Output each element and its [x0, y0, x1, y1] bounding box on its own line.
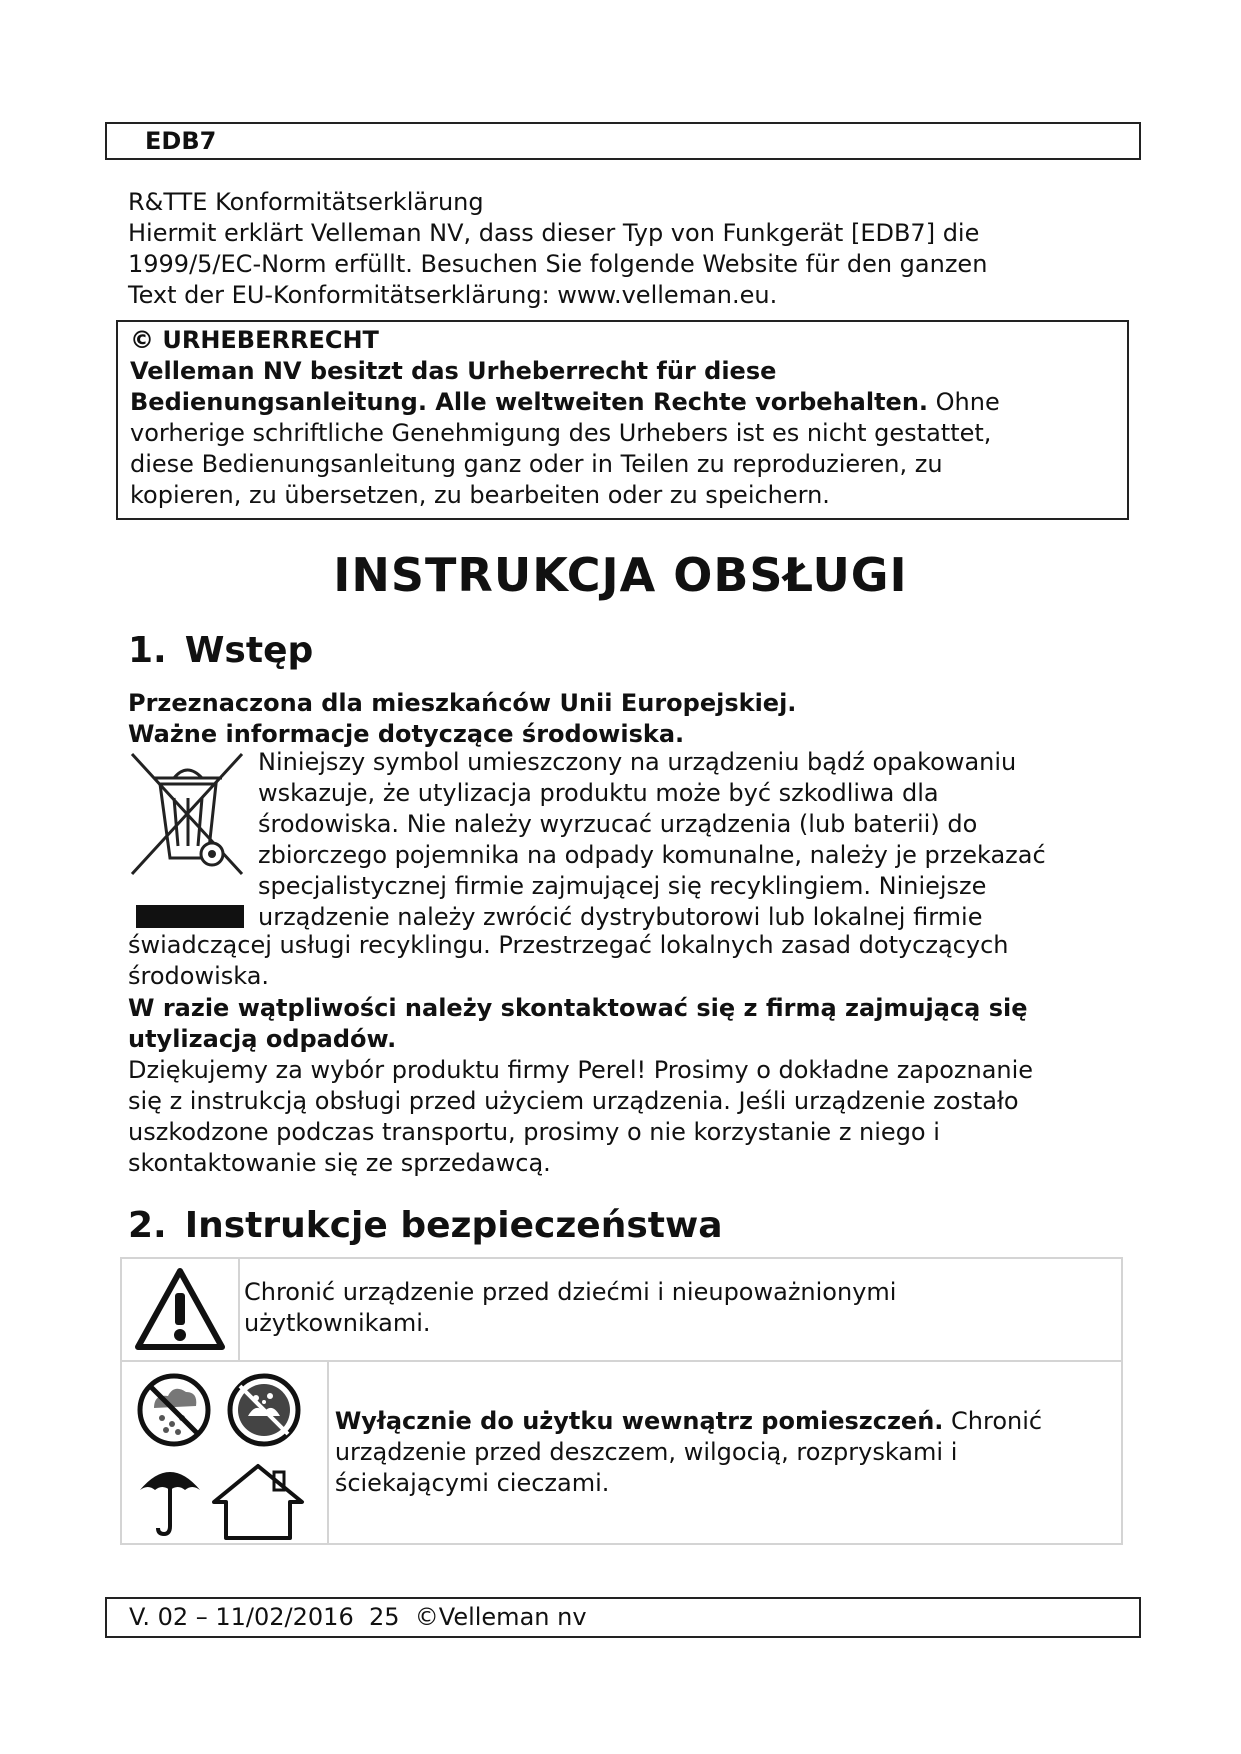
safety-text-cell — [328, 1361, 1122, 1544]
copyright-bold-line: Bedienungsanleitung. Alle weltweiten Rechte vorbehalten. — [130, 388, 929, 416]
copyright-heading: © URHEBERRECHT — [130, 326, 379, 354]
weee-line: środowiska. — [128, 962, 270, 990]
copyright-line-rest: Ohne — [928, 388, 1000, 416]
footer-text: V. 02 – 11/02/2016 25 ©Velleman nv — [129, 1603, 587, 1631]
eu-notice-line: Ważne informacje dotyczące środowiska. — [128, 720, 685, 748]
safety-row — [121, 1361, 1122, 1544]
warning-triangle-icon — [134, 1267, 238, 1355]
safety-icon-cell — [121, 1258, 239, 1361]
safety-text-rest: Chronić — [943, 1407, 1043, 1435]
rtte-line: R&TTE Konformitätserklärung — [128, 188, 484, 216]
contact-notice — [128, 993, 1028, 1055]
copyright-bold-line: Velleman NV besitzt das Urheberrecht für diese — [130, 357, 777, 385]
weee-black-bar — [136, 905, 244, 928]
indoor-house-icon — [210, 1462, 306, 1546]
weee-line: środowiska. Nie należy wyrzucać urządzenia (lub baterii) do — [258, 810, 978, 838]
weee-line: zbiorczego pojemnika na odpady komunalne, należy je przekazać — [258, 841, 1046, 869]
header-box — [105, 122, 1141, 160]
copyright-line: vorherige schriftliche Genehmigung des Urhebers ist es nicht gestattet, — [130, 419, 992, 447]
weee-line: Niniejszy symbol umieszczony na urządzeniu bądź opakowaniu — [258, 748, 1017, 776]
copyright-line: kopieren, zu übersetzen, zu bearbeiten oder zu speichern. — [130, 481, 830, 509]
rtte-line: Text der EU-Konformitätserklärung: www.velleman.eu. — [128, 281, 778, 309]
no-splash-icon — [226, 1372, 302, 1452]
thanks-line: skontaktowanie się ze sprzedawcą. — [128, 1149, 551, 1177]
safety-line: urządzenie przed deszczem, wilgocią, rozpryskami i — [334, 1438, 958, 1466]
rtte-line: 1999/5/EC-Norm erfüllt. Besuchen Sie folgende Website für den ganzen — [128, 250, 988, 278]
weee-line: urządzenie należy zwrócić dystrybutorowi lub lokalnej firmie — [258, 903, 983, 931]
eu-notice-line: Przeznaczona dla mieszkańców Unii Europejskiej. — [128, 689, 797, 717]
safety-line: użytkownikami. — [244, 1309, 431, 1337]
rtte-declaration — [128, 187, 987, 311]
thanks-paragraph — [128, 1055, 1033, 1179]
copyright-line: diese Bedienungsanleitung ganz oder in Teilen zu reproduzieren, zu — [130, 450, 943, 478]
rtte-line: Hiermit erklärt Velleman NV, dass dieser Typ von Funkgerät [EDB7] die — [128, 219, 980, 247]
weee-line: wskazuje, że utylizacja produktu może być szkodliwa dla — [258, 779, 939, 807]
section-title-intro: 1. Wstęp — [128, 630, 314, 671]
safety-row — [121, 1258, 1122, 1361]
safety-table — [120, 1257, 1123, 1545]
no-rain-icon — [136, 1372, 212, 1452]
safety-icon-cell — [121, 1361, 328, 1544]
weee-text — [258, 747, 1046, 933]
section-title-safety: 2. Instrukcje bezpieczeństwa — [128, 1205, 723, 1246]
safety-line — [335, 1406, 1121, 1437]
footer-box — [105, 1597, 1141, 1638]
safety-line: ściekającymi cieczami. — [334, 1469, 610, 1497]
contact-line: utylizacją odpadów. — [128, 1025, 397, 1053]
safety-line: Chronić urządzenie przed dziećmi i nieupoważnionymi — [244, 1278, 897, 1306]
model-label: EDB7 — [145, 127, 217, 155]
umbrella-icon — [138, 1460, 202, 1542]
page-title: INSTRUKCJA OBSŁUGI — [333, 548, 908, 602]
safety-bold-text: Wyłącznie do użytku wewnątrz pomieszczeń. — [334, 1407, 944, 1435]
eu-notice — [128, 688, 796, 750]
weee-line: świadczącej usługi recyklingu. Przestrzegać lokalnych zasad dotyczących — [128, 931, 1009, 959]
copyright-box — [116, 320, 1129, 520]
thanks-line: się z instrukcją obsługi przed użyciem urządzenia. Jeśli urządzenie zostało — [128, 1087, 1019, 1115]
thanks-line: Dziękujemy za wybór produktu firmy Perel! Prosimy o dokładne zapoznanie — [128, 1056, 1034, 1084]
weee-bin-icon — [126, 750, 248, 884]
safety-text-cell — [239, 1258, 1122, 1361]
thanks-line: uszkodzone podczas transportu, prosimy o nie korzystanie z niego i — [128, 1118, 940, 1146]
weee-text-continued — [128, 930, 1009, 992]
copyright-line — [130, 387, 1000, 418]
contact-line: W razie wątpliwości należy skontaktować się z firmą zajmującą się — [128, 994, 1028, 1022]
weee-line: specjalistycznej firmie zajmującej się recyklingiem. Niniejsze — [258, 872, 987, 900]
